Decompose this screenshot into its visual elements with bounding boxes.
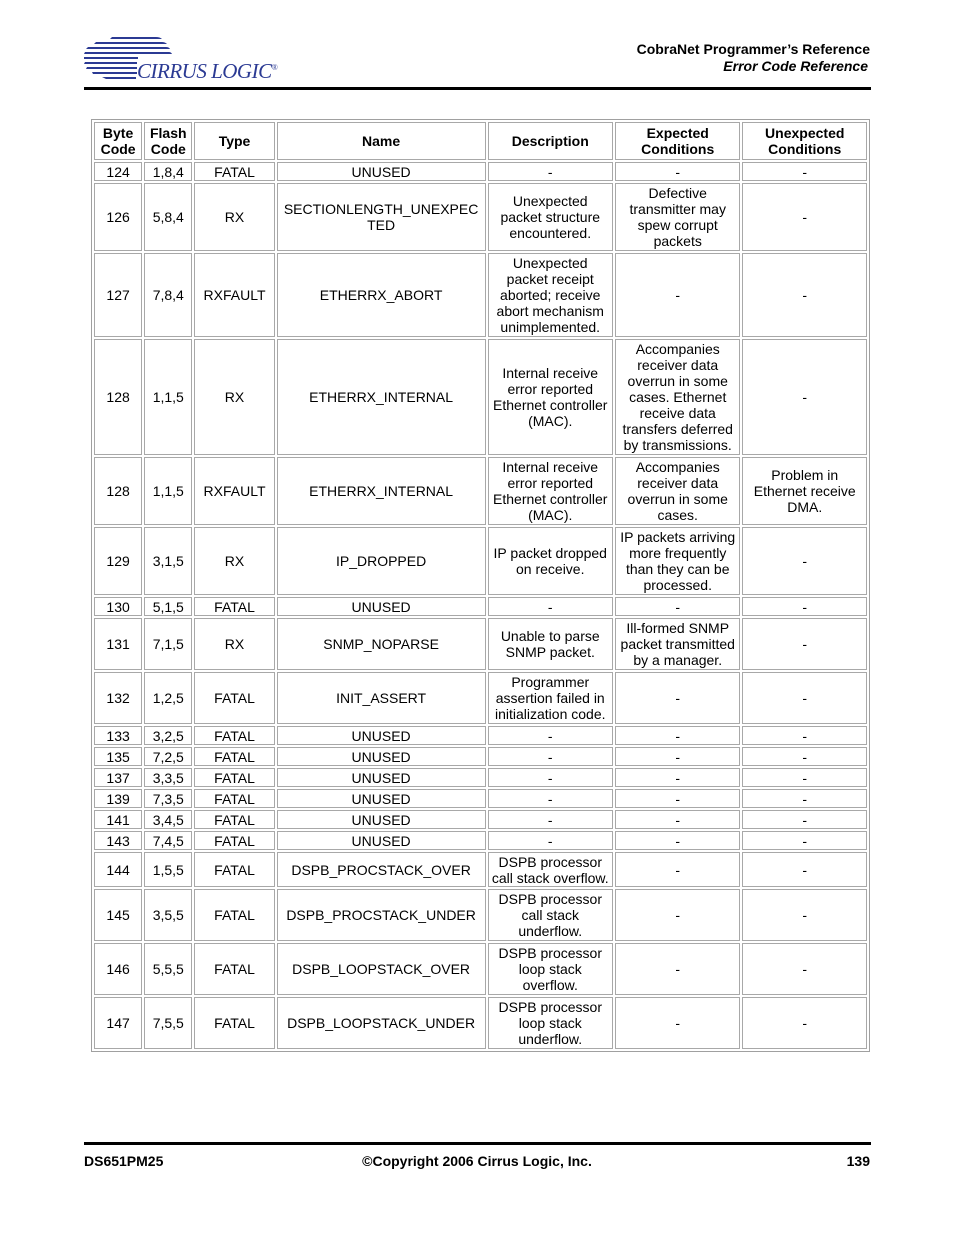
expected-conditions-cell: Accompanies receiver data overrun in some cases. <box>615 457 740 525</box>
byte-code-cell: 132 <box>94 672 142 724</box>
expected-conditions-cell: - <box>615 747 740 766</box>
column-header: Name <box>277 122 486 160</box>
expected-conditions-cell: Accompanies receiver data overrun in some cases. Ethernet receive data transfers deferred by transmissions. <box>615 339 740 455</box>
name-cell: DSPB_LOOPSTACK_OVER <box>277 943 486 995</box>
expected-conditions-cell: - <box>615 726 740 745</box>
type-cell: FATAL <box>194 162 274 181</box>
expected-conditions-cell: - <box>615 889 740 941</box>
flash-code-cell: 7,1,5 <box>144 618 192 670</box>
unexpected-conditions-cell: - <box>742 768 867 787</box>
description-cell: Internal receive error reported Ethernet controller (MAC). <box>488 339 613 455</box>
table-row <box>94 457 867 525</box>
byte-code-cell: 128 <box>94 339 142 455</box>
expected-conditions-cell: - <box>615 789 740 808</box>
flash-code-cell: 5,8,4 <box>144 183 192 251</box>
byte-code-cell: 135 <box>94 747 142 766</box>
flash-code-cell: 1,2,5 <box>144 672 192 724</box>
type-cell: FATAL <box>194 943 274 995</box>
unexpected-conditions-cell: - <box>742 747 867 766</box>
cirrus-logic-logo <box>84 34 299 82</box>
expected-conditions-cell: - <box>615 852 740 887</box>
name-cell: DSPB_PROCSTACK_OVER <box>277 852 486 887</box>
section-title: Error Code Reference <box>723 58 868 74</box>
unexpected-conditions-cell: - <box>742 527 867 595</box>
type-cell: RXFAULT <box>194 253 274 337</box>
error-code-table <box>91 119 870 1052</box>
table-row <box>94 889 867 941</box>
expected-conditions-cell: - <box>615 997 740 1049</box>
flash-code-cell: 7,8,4 <box>144 253 192 337</box>
unexpected-conditions-cell: - <box>742 789 867 808</box>
table-row <box>94 943 867 995</box>
description-cell: Programmer assertion failed in initialization code. <box>488 672 613 724</box>
expected-conditions-cell: - <box>615 162 740 181</box>
unexpected-conditions-cell: - <box>742 253 867 337</box>
table-row <box>94 810 867 829</box>
type-cell: FATAL <box>194 597 274 616</box>
byte-code-cell: 133 <box>94 726 142 745</box>
description-cell: Unexpected packet structure encountered. <box>488 183 613 251</box>
flash-code-cell: 3,1,5 <box>144 527 192 595</box>
description-cell: DSPB processor call stack overflow. <box>488 852 613 887</box>
byte-code-cell: 129 <box>94 527 142 595</box>
expected-conditions-cell: - <box>615 597 740 616</box>
expected-conditions-cell: - <box>615 943 740 995</box>
page-number: 139 <box>846 1153 870 1169</box>
name-cell: DSPB_LOOPSTACK_UNDER <box>277 997 486 1049</box>
type-cell: FATAL <box>194 831 274 850</box>
description-cell: Unexpected packet receipt aborted; receive abort mechanism unimplemented. <box>488 253 613 337</box>
error-code-table-wrapper <box>91 119 870 1052</box>
name-cell: UNUSED <box>277 747 486 766</box>
column-header: Unexpected Conditions <box>742 122 867 160</box>
flash-code-cell: 3,4,5 <box>144 810 192 829</box>
type-cell: RX <box>194 339 274 455</box>
type-cell: RX <box>194 618 274 670</box>
flash-code-cell: 7,3,5 <box>144 789 192 808</box>
unexpected-conditions-cell: - <box>742 162 867 181</box>
table-row <box>94 162 867 181</box>
description-cell: DSPB processor loop stack overflow. <box>488 943 613 995</box>
byte-code-cell: 141 <box>94 810 142 829</box>
description-cell: - <box>488 726 613 745</box>
table-row <box>94 183 867 251</box>
expected-conditions-cell: - <box>615 768 740 787</box>
expected-conditions-cell: - <box>615 253 740 337</box>
flash-code-cell: 5,5,5 <box>144 943 192 995</box>
name-cell: DSPB_PROCSTACK_UNDER <box>277 889 486 941</box>
byte-code-cell: 137 <box>94 768 142 787</box>
unexpected-conditions-cell: - <box>742 889 867 941</box>
flash-code-cell: 1,8,4 <box>144 162 192 181</box>
byte-code-cell: 126 <box>94 183 142 251</box>
description-cell: IP packet dropped on receive. <box>488 527 613 595</box>
name-cell: ETHERRX_INTERNAL <box>277 457 486 525</box>
type-cell: FATAL <box>194 747 274 766</box>
footer-rule <box>84 1142 871 1145</box>
table-row <box>94 527 867 595</box>
description-cell: Internal receive error reported Ethernet controller (MAC). <box>488 457 613 525</box>
name-cell: ETHERRX_INTERNAL <box>277 339 486 455</box>
description-cell: DSPB processor call stack underflow. <box>488 889 613 941</box>
table-row <box>94 597 867 616</box>
table-row <box>94 726 867 745</box>
table-row <box>94 747 867 766</box>
unexpected-conditions-cell: - <box>742 672 867 724</box>
table-row <box>94 618 867 670</box>
unexpected-conditions-cell: - <box>742 852 867 887</box>
name-cell: UNUSED <box>277 726 486 745</box>
table-row <box>94 997 867 1049</box>
flash-code-cell: 7,5,5 <box>144 997 192 1049</box>
flash-code-cell: 7,2,5 <box>144 747 192 766</box>
unexpected-conditions-cell: - <box>742 810 867 829</box>
byte-code-cell: 128 <box>94 457 142 525</box>
name-cell: ETHERRX_ABORT <box>277 253 486 337</box>
unexpected-conditions-cell: - <box>742 997 867 1049</box>
expected-conditions-cell: - <box>615 672 740 724</box>
expected-conditions-cell: Ill-formed SNMP packet transmitted by a manager. <box>615 618 740 670</box>
unexpected-conditions-cell: - <box>742 183 867 251</box>
type-cell: RX <box>194 183 274 251</box>
flash-code-cell: 3,5,5 <box>144 889 192 941</box>
table-row <box>94 852 867 887</box>
byte-code-cell: 131 <box>94 618 142 670</box>
byte-code-cell: 124 <box>94 162 142 181</box>
flash-code-cell: 3,3,5 <box>144 768 192 787</box>
flash-code-cell: 3,2,5 <box>144 726 192 745</box>
expected-conditions-cell: - <box>615 831 740 850</box>
flash-code-cell: 1,1,5 <box>144 339 192 455</box>
byte-code-cell: 147 <box>94 997 142 1049</box>
byte-code-cell: 146 <box>94 943 142 995</box>
name-cell: UNUSED <box>277 831 486 850</box>
name-cell: UNUSED <box>277 597 486 616</box>
expected-conditions-cell: IP packets arriving more frequently than they can be processed. <box>615 527 740 595</box>
type-cell: FATAL <box>194 810 274 829</box>
name-cell: UNUSED <box>277 162 486 181</box>
unexpected-conditions-cell: - <box>742 943 867 995</box>
table-header-row <box>94 122 867 160</box>
column-header: Byte Code <box>94 122 142 160</box>
table-row <box>94 253 867 337</box>
header-rule <box>84 87 871 90</box>
description-cell: - <box>488 789 613 808</box>
column-header: Type <box>194 122 274 160</box>
type-cell: FATAL <box>194 726 274 745</box>
name-cell: SECTIONLENGTH_UNEXPECTED <box>277 183 486 251</box>
name-cell: UNUSED <box>277 768 486 787</box>
type-cell: FATAL <box>194 997 274 1049</box>
table-row <box>94 789 867 808</box>
unexpected-conditions-cell: - <box>742 597 867 616</box>
unexpected-conditions-cell: - <box>742 831 867 850</box>
table-row <box>94 768 867 787</box>
byte-code-cell: 143 <box>94 831 142 850</box>
flash-code-cell: 7,4,5 <box>144 831 192 850</box>
name-cell: IP_DROPPED <box>277 527 486 595</box>
table-row <box>94 672 867 724</box>
flash-code-cell: 1,1,5 <box>144 457 192 525</box>
type-cell: FATAL <box>194 672 274 724</box>
type-cell: RXFAULT <box>194 457 274 525</box>
document-id: DS651PM25 <box>84 1153 164 1169</box>
flash-code-cell: 1,5,5 <box>144 852 192 887</box>
byte-code-cell: 139 <box>94 789 142 808</box>
name-cell: UNUSED <box>277 810 486 829</box>
column-header: Expected Conditions <box>615 122 740 160</box>
name-cell: SNMP_NOPARSE <box>277 618 486 670</box>
type-cell: FATAL <box>194 789 274 808</box>
description-cell: DSPB processor loop stack underflow. <box>488 997 613 1049</box>
copyright-notice: ©Copyright 2006 Cirrus Logic, Inc. <box>362 1153 592 1169</box>
column-header: Flash Code <box>144 122 192 160</box>
unexpected-conditions-cell: - <box>742 618 867 670</box>
type-cell: FATAL <box>194 768 274 787</box>
byte-code-cell: 127 <box>94 253 142 337</box>
column-header: Description <box>488 122 613 160</box>
description-cell: - <box>488 768 613 787</box>
description-cell: Unable to parse SNMP packet. <box>488 618 613 670</box>
byte-code-cell: 130 <box>94 597 142 616</box>
description-cell: - <box>488 810 613 829</box>
unexpected-conditions-cell: - <box>742 339 867 455</box>
logo-wordmark: CIRRUS LOGIC® <box>137 59 278 83</box>
byte-code-cell: 145 <box>94 889 142 941</box>
expected-conditions-cell: Defective transmitter may spew corrupt packets <box>615 183 740 251</box>
unexpected-conditions-cell: - <box>742 726 867 745</box>
table-row <box>94 339 867 455</box>
unexpected-conditions-cell: Problem in Ethernet receive DMA. <box>742 457 867 525</box>
type-cell: FATAL <box>194 852 274 887</box>
description-cell: - <box>488 831 613 850</box>
description-cell: - <box>488 747 613 766</box>
description-cell: - <box>488 162 613 181</box>
table-row <box>94 831 867 850</box>
byte-code-cell: 144 <box>94 852 142 887</box>
type-cell: RX <box>194 527 274 595</box>
name-cell: UNUSED <box>277 789 486 808</box>
type-cell: FATAL <box>194 889 274 941</box>
description-cell: - <box>488 597 613 616</box>
name-cell: INIT_ASSERT <box>277 672 486 724</box>
flash-code-cell: 5,1,5 <box>144 597 192 616</box>
document-title: CobraNet Programmer’s Reference <box>636 41 870 57</box>
expected-conditions-cell: - <box>615 810 740 829</box>
